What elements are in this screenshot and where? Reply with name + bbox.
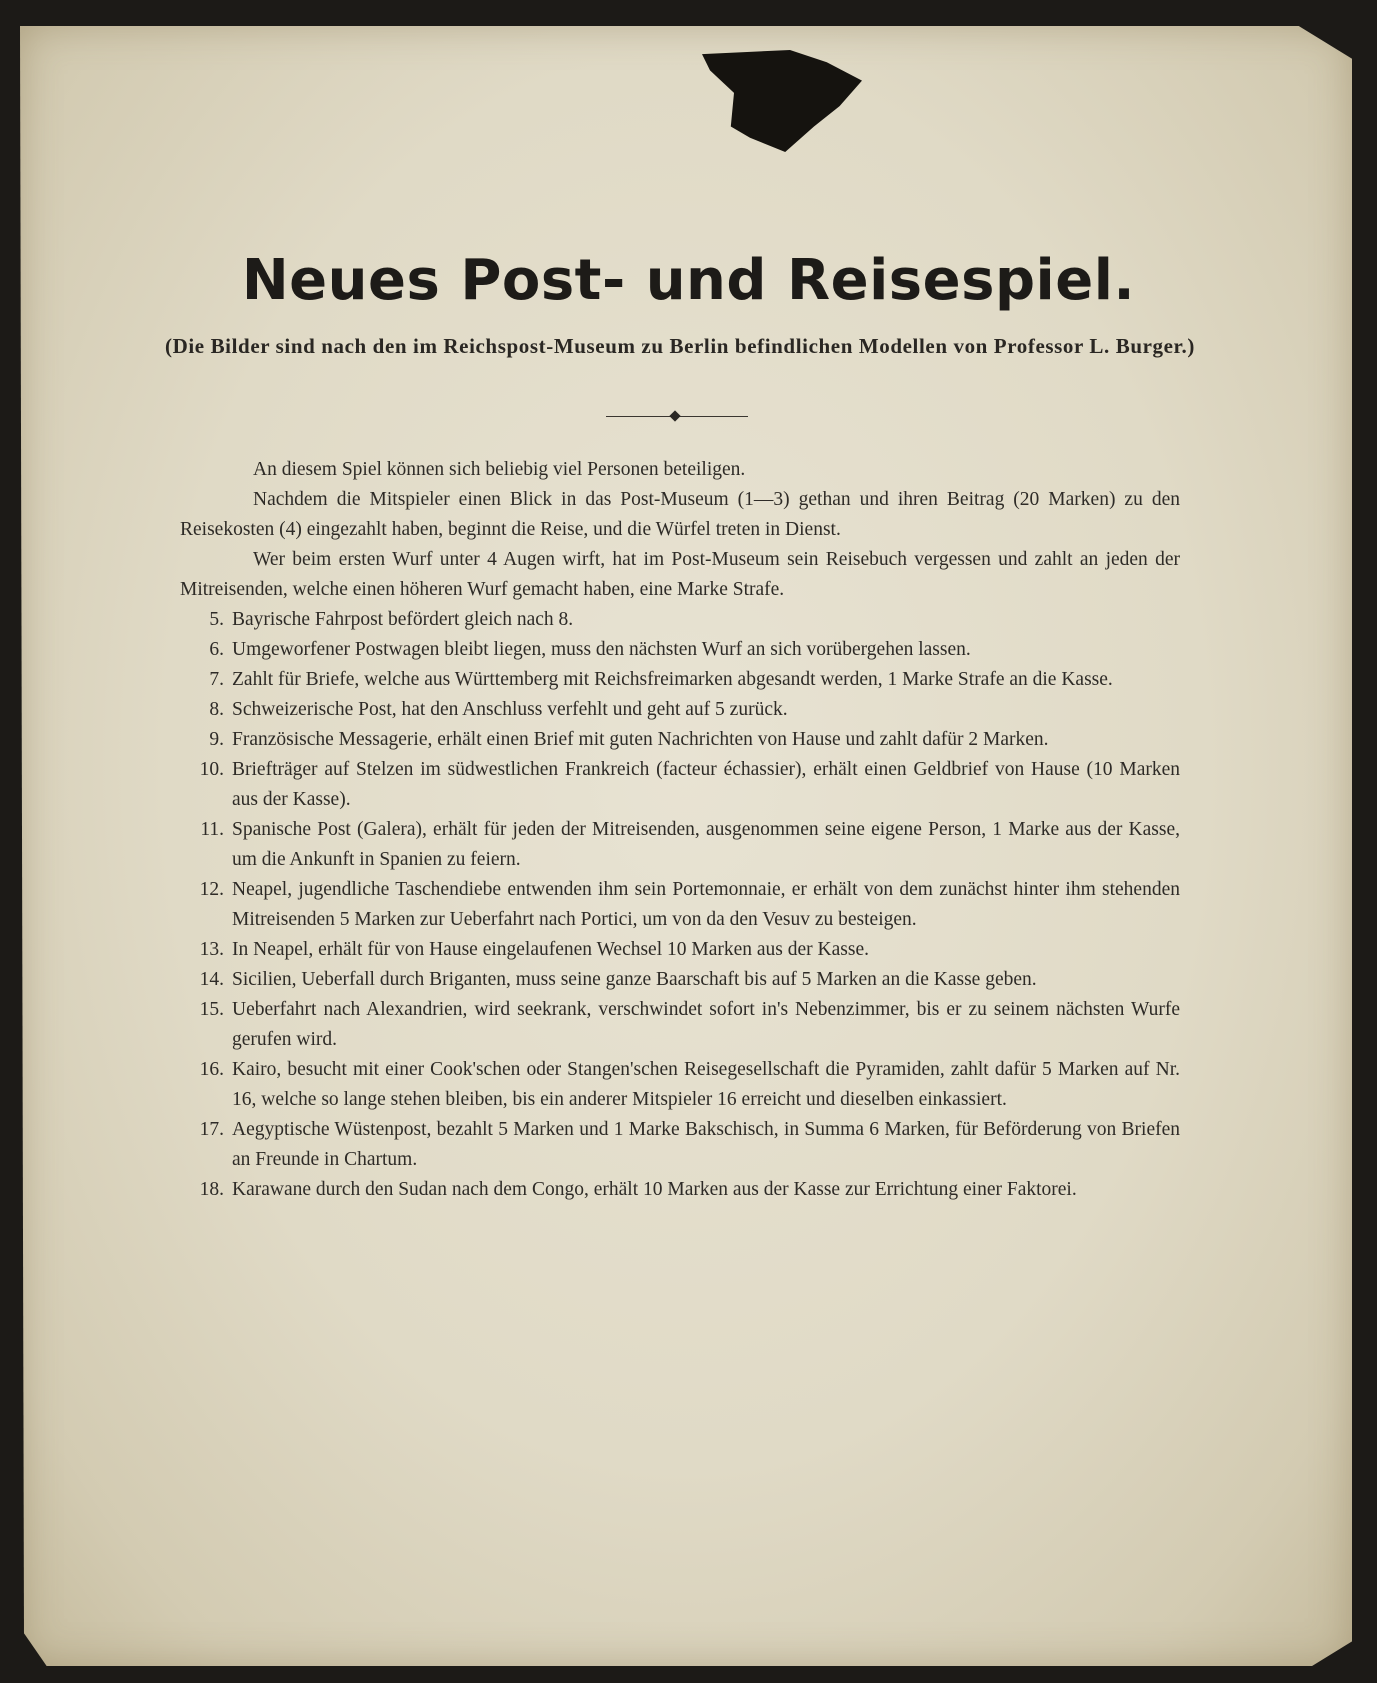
rule-text: Französische Messagerie, erhält einen Brief mit guten Nachrichten von Hause und zahlt dafür 2 Marken. (232, 729, 1049, 750)
rule-item (180, 755, 1180, 815)
intro-paragraph-3: Wer beim ersten Wurf unter 4 Augen wirft, hat im Post-Museum sein Reisebuch vergessen und zahlt an jeden der Mitreisenden, welche einen höheren Wurf gemacht haben, eine Marke Strafe. (180, 549, 1180, 600)
rule-number: 7. (209, 669, 224, 690)
rule-item (180, 1055, 1180, 1115)
rule-number: 5. (209, 609, 224, 630)
document-title: Neues Post- und Reisespiel. (241, 248, 1136, 313)
rule-text: Spanische Post (Galera), erhält für jeden der Mitreisenden, ausgenommen seine eigene Person, 1 Marke aus der Kasse, um die Ankunft in Spanien zu feiern. (232, 819, 1180, 870)
rule-number: 14. (199, 969, 224, 990)
rule-number: 10. (199, 759, 224, 780)
rule-number: 18. (199, 1179, 224, 1200)
rule-number: 9. (209, 729, 224, 750)
rule-text: Schweizerische Post, hat den Anschluss verfehlt und geht auf 5 zurück. (232, 699, 788, 720)
rule-item (180, 635, 1180, 665)
document-subtitle: (Die Bilder sind nach den im Reichspost-Museum zu Berlin befindlichen Modellen von Professor L. Burger.) (165, 334, 1195, 358)
rule-text: Zahlt für Briefe, welche aus Württemberg mit Reichsfreimarken abgesandt werden, 1 Marke Strafe an die Kasse. (232, 669, 1113, 690)
rule-text: Kairo, besucht mit einer Cook'schen oder Stangen'schen Reisegesellschaft die Pyramiden, zahlt dafür 5 Marken auf Nr. 16, welche so lange stehen bleiben, bis ein anderer Mitspieler 16 erreicht und dieselben einkassiert. (232, 1059, 1180, 1110)
rule-item (180, 1115, 1180, 1175)
ornament-divider (606, 412, 748, 422)
rule-number: 6. (209, 639, 224, 660)
rule-text: Sicilien, Ueberfall durch Briganten, muss seine ganze Baarschaft bis auf 5 Marken an die Kasse geben. (232, 969, 1037, 990)
rule-item (180, 935, 1180, 965)
rule-item (180, 1175, 1180, 1205)
rule-text: Briefträger auf Stelzen im südwestlichen Frankreich (facteur échassier), erhält einen Geldbrief von Hause (10 Marken aus der Kasse). (232, 759, 1180, 810)
rule-text: Neapel, jugendliche Taschendiebe entwenden ihm sein Portemonnaie, er erhält von dem zunächst hinter ihm stehenden Mitreisenden 5 Marken zur Ueberfahrt nach Portici, um von da den Vesuv zu besteigen. (232, 879, 1180, 930)
rule-text: Bayrische Fahrpost befördert gleich nach 8. (232, 609, 574, 630)
rule-item (180, 605, 1180, 635)
rule-number: 17. (199, 1119, 224, 1140)
rule-number: 8. (209, 699, 224, 720)
rule-text: Karawane durch den Sudan nach dem Congo, erhält 10 Marken aus der Kasse zur Errichtung einer Faktorei. (232, 1179, 1077, 1200)
rule-item (180, 965, 1180, 995)
rule-number: 12. (199, 879, 224, 900)
rule-number: 11. (200, 819, 224, 840)
rule-item (180, 995, 1180, 1055)
divider-diamond (669, 410, 680, 421)
rule-text: In Neapel, erhält für von Hause eingelaufenen Wechsel 10 Marken aus der Kasse. (232, 939, 869, 960)
intro-paragraph-1: An diesem Spiel können sich beliebig viel Personen beteiligen. (253, 459, 746, 480)
intro-paragraph-2: Nachdem die Mitspieler einen Blick in das Post-Museum (1—3) gethan und ihren Beitrag (20 Marken) zu den Reisekosten (4) eingezahlt haben, beginnt die Reise, und die Würfel treten in Dienst. (180, 489, 1180, 540)
rule-item (180, 815, 1180, 875)
rule-item (180, 875, 1180, 935)
rule-number: 13. (199, 939, 224, 960)
rule-text: Umgeworfener Postwagen bleibt liegen, muss den nächsten Wurf an sich vorübergehen lassen. (232, 639, 971, 660)
rule-number: 16. (199, 1059, 224, 1080)
body-text (180, 455, 1180, 1205)
rule-item (180, 695, 1180, 725)
rule-item (180, 725, 1180, 755)
rule-number: 15. (199, 999, 224, 1020)
rule-item (180, 665, 1180, 695)
rule-text: Aegyptische Wüstenpost, bezahlt 5 Marken und 1 Marke Bakschisch, in Summa 6 Marken, für Beförderung von Briefen an Freunde in Chartum. (232, 1119, 1180, 1170)
rules-list (180, 605, 1180, 1205)
rule-text: Ueberfahrt nach Alexandrien, wird seekrank, verschwindet sofort in's Nebenzimmer, bis er zu seinem nächsten Wurfe gerufen wird. (232, 999, 1180, 1050)
